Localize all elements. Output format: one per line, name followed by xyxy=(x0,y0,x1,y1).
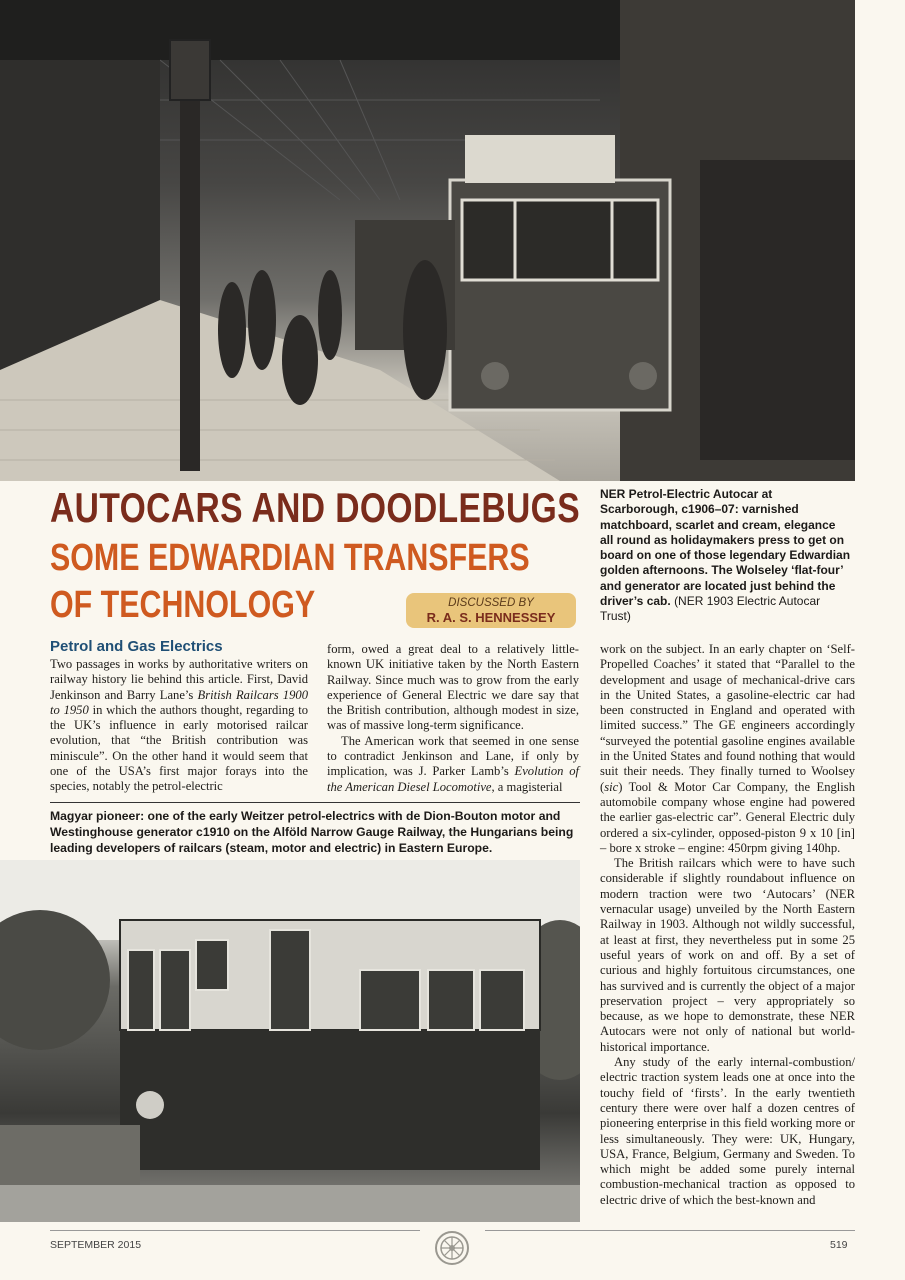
footer-rule-right xyxy=(485,1230,855,1231)
col2-paragraph-1: form, owed a great deal to a relatively little-known UK initiative taken by the North Eastern Railway. Since much was to grow from the early experience of General Electric we dare say that the British contribution, although modest in size, was of massive long-term significance. xyxy=(327,642,579,733)
byline-badge xyxy=(406,593,576,628)
weitzer-railcar-illustration xyxy=(0,860,580,1222)
wheel-emblem-icon xyxy=(434,1230,470,1266)
col2-italic-title: Evolution of the American Diesel Locomotive xyxy=(327,764,580,794)
caption-divider xyxy=(50,802,580,803)
top-caption-text: NER Petrol-Electric Autocar at Scarborough, c1906–07: varnished matchboard, scarlet and cream, elegance all round as holidaymakers press to get on board on one of those legendary Edwardian golden afternoons. The Wolseley ‘flat-four’ and generator are located just behind the driver’s cab. xyxy=(600,487,851,609)
col2-paragraph-2 xyxy=(327,734,579,795)
top-caption-credit: (NER 1903 Electric Autocar Trust) xyxy=(600,594,821,624)
top-photo xyxy=(0,0,855,481)
col1-italic-title: British Railcars 1900 to 1950 xyxy=(50,687,308,717)
top-photo-caption xyxy=(600,487,852,625)
body-column-1 xyxy=(50,657,308,795)
byline-label: DISCUSSED BY xyxy=(448,597,534,609)
col1-text-a: Two passages in works by authoritative writers on railway history lie behind this article. First, David Jenkinson and Barry Lane’s xyxy=(50,657,308,702)
col2-text-b: , a magisterial xyxy=(491,779,563,794)
body-column-3 xyxy=(600,642,855,1208)
headline-line-2: SOME EDWARDIAN TRANSFERS xyxy=(50,537,530,579)
autocar-scene-illustration xyxy=(0,0,855,481)
col3-paragraph-2: The British railcars which were to have such considerable if slightly roundabout influence on modern traction were two ‘Autocars’ (NER vernacular usage) unveiled by the North Eastern Railway in 1903. Although not wildly successful, at least at first, they nevertheless put in some 25 useful years of work on and off. By a set of curious and highly fortuitous circumstances, one has survived and is currently the object of a major preservation project – very appropriately so because, as we hope to demonstrate, these NER Autocars were not only of national but world-historical importance. xyxy=(600,856,855,1054)
body-column-2 xyxy=(327,642,579,795)
section-heading: Petrol and Gas Electrics xyxy=(50,638,223,655)
bottom-photo-caption: Magyar pioneer: one of the early Weitzer petrol-electrics with de Dion-Bouton motor and Westinghouse generator c1910 on the Alföld Narrow Gauge Railway, the Hungarians being leading developers of railcars (steam, motor and electric) in Eastern Europe. xyxy=(50,809,574,855)
issue-date: SEPTEMBER 2015 xyxy=(50,1239,142,1251)
headline-line-1: AUTOCARS AND DOODLEBUGS xyxy=(50,484,581,531)
col1-text-b: in which the authors thought, regarding to the UK’s influence in early motorised railcar evolution, that “the British contribution was miniscule”. On the other hand it would seem that one of the USA’s first major forays into the species, notably the petrol-electric xyxy=(50,702,308,794)
col3-text-a: work on the subject. In an early chapter on ‘Self-Propelled Coaches’ it stated that “Parallel to the development and usage of mechanical-drive cars in the United States, a gasoline-electric car had been constructed in England and operated with limited success.” The GE engineers accordingly “surveyed the potential gasoline engines available in the United States and found nothing that would suit their needs. They finally turned to Woolsey ( xyxy=(600,642,855,794)
byline-author: R. A. S. HENNESSEY xyxy=(426,610,556,625)
col2-text-a: The American work that seemed in one sense to contradict Jenkinson and Lane, if only by implication, was J. Parker Lamb’s xyxy=(327,733,579,779)
bottom-photo xyxy=(0,860,580,1222)
col3-text-b: ) Tool & Motor Car Company, the English automobile company whose engine had powered the earlier gas-electric car”. General Electric duly ordered a six-cylinder, opposed-piston 9 x 10 [in] – bore x stroke – engine: 450rpm giving 140hp. xyxy=(600,779,855,855)
footer-rule-left xyxy=(50,1230,420,1231)
col3-sic: sic xyxy=(604,779,619,794)
headline-line-3: OF TECHNOLOGY xyxy=(50,584,316,626)
col3-paragraph-1 xyxy=(600,642,855,856)
page-number: 519 xyxy=(830,1239,848,1251)
col1-paragraph xyxy=(50,657,308,795)
col3-paragraph-3: Any study of the early internal-combustion/ electric traction system leads one at once into the touchy field of ‘firsts’. In the early twentieth century there were over half a dozen centres of pioneering enterprise in this field working more or less simultaneously. They were: UK, Hungary, USA, France, Belgium, Germany and Sweden. To which might be added some purely internal combustion-mechanical traction as opposed to electric drive of which the best-known and xyxy=(600,1055,855,1207)
